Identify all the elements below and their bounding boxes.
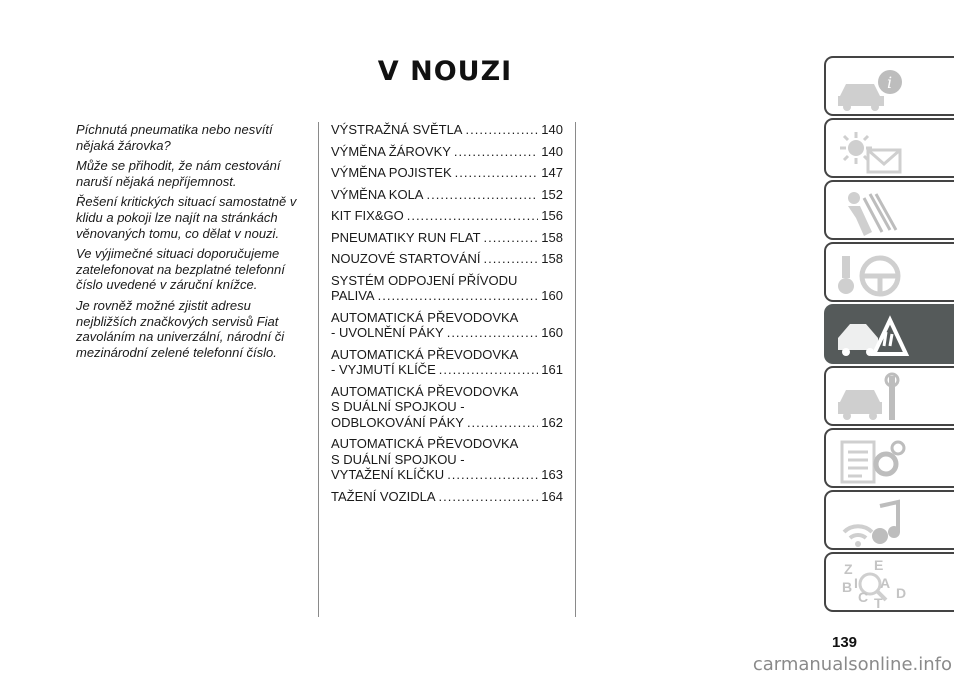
toc-entry-line: S DUÁLNÍ SPOJKOU - [331,399,465,414]
dot-leader [455,165,539,181]
chapter-tab-5[interactable] [824,304,954,364]
toc-entry[interactable] [331,310,563,341]
column-divider [318,122,319,617]
toc-entry-last-line [331,187,563,203]
toc-entry-label: PALIVA [331,288,375,303]
toc-page-number: 160 [541,288,563,303]
toc-entry[interactable] [331,165,563,181]
toc-entry-line: AUTOMATICKÁ PŘEVODOVKA [331,383,519,399]
chapter-tab-8[interactable] [824,490,954,550]
toc-entry-label: - VYJMUTÍ KLÍČE [331,362,436,377]
column-divider [575,122,576,617]
toc-entry-last-line [331,144,563,160]
toc-entry-label: VÝMĚNA KOLA [331,186,424,202]
toc-page-number: 158 [541,229,563,245]
toc-entry[interactable] [331,251,563,267]
toc-entry-last-line [331,122,563,138]
toc-page-number: 162 [541,414,563,430]
toc-entry-line: AUTOMATICKÁ PŘEVODOVKA [331,436,519,451]
toc-entry-label: ODBLOKOVÁNÍ PÁKY [331,414,464,430]
toc-entry-last-line [331,230,563,246]
toc-page-number: 140 [541,143,563,159]
toc-entry[interactable] [331,436,563,483]
toc-entry-last-line [331,165,563,181]
toc-entry-last-line [331,362,563,378]
svg-text:i: i [887,73,893,92]
toc-entry[interactable] [331,384,563,431]
toc-entry[interactable] [331,144,563,160]
page-title: V NOUZI [377,56,513,87]
dot-leader [378,288,539,304]
toc-page-number: 163 [541,467,563,482]
toc-entry-last-line [331,489,563,505]
dot-leader [439,362,539,378]
toc-page-number: 160 [541,325,563,340]
dot-leader [467,415,538,431]
toc-entry-label: PNEUMATIKY RUN FLAT [331,229,481,245]
chapter-tab-1[interactable] [824,56,954,116]
dot-leader [465,122,538,138]
toc-entry-label: - UVOLNĚNÍ PÁKY [331,325,444,340]
intro-paragraph: Ve výjimečné situaci doporučujeme zatelefonovat na bezplatné telefonní číslo uvedené v záruční knížce. [76,246,285,293]
chapter-tab-6[interactable] [824,366,954,426]
toc-entry-label: VÝSTRAŽNÁ SVĚTLA [331,122,463,137]
intro-paragraph: Řešení kritických situací samostatně v klidu a pokoji lze najít na stránkách věnovaných tomu, co dělat v nouzi. [76,194,297,241]
intro-paragraph: Je rovněž možné zjistit adresu nejbližších značkových servisů Fiat zavoláním na univerzální, národní či mezinárodní zelené telefonní číslo. [76,297,285,360]
dot-leader [484,230,539,246]
intro-paragraph: Píchnutá pneumatika nebo nesvítí nějaká žárovka? [76,122,273,153]
index-letter: E [874,558,884,573]
table-of-contents [331,122,563,510]
toc-page-number: 156 [541,208,563,223]
toc-page-number: 152 [541,186,563,202]
intro-paragraph: Může se přihodit, že nám cestování naruší nějaká nepříjemnost. [76,158,281,189]
chapter-tab-3[interactable] [824,180,954,240]
toc-entry[interactable] [331,347,563,378]
index-letter: I [854,575,858,591]
toc-entry-label: VÝMĚNA POJISTEK [331,165,452,180]
dot-leader [407,208,539,224]
chapter-tab-4[interactable] [824,242,954,302]
chapter-tab-9[interactable] [824,552,954,612]
dot-leader [447,325,539,341]
dot-leader [439,489,539,505]
toc-entry[interactable] [331,187,563,203]
page-number: 139 [832,634,858,651]
dot-leader [447,467,538,483]
index-letter: D [896,585,907,601]
chapter-tab-7[interactable] [824,428,954,488]
toc-entry-label: VÝMĚNA ŽÁROVKY [331,143,451,159]
toc-entry-label: VYTAŽENÍ KLÍČKU [331,467,445,482]
toc-entry-line: AUTOMATICKÁ PŘEVODOVKA [331,309,519,325]
toc-entry-last-line [331,251,563,267]
index-letter: T [874,595,883,610]
index-letter: Z [844,561,853,577]
chapter-tab-2[interactable] [824,118,954,178]
toc-page-number: 161 [541,362,563,377]
toc-entry-last-line [331,325,563,341]
dot-leader [426,187,538,203]
toc-entry-line: AUTOMATICKÁ PŘEVODOVKA [331,346,519,362]
toc-entry-label: TAŽENÍ VOZIDLA [331,488,436,504]
index-letter: C [858,589,869,605]
toc-entry[interactable] [331,230,563,246]
toc-entry-last-line [331,288,563,304]
dot-leader [454,144,538,160]
toc-entry-last-line [331,467,563,483]
toc-entry-label: NOUZOVÉ STARTOVÁNÍ [331,251,481,266]
toc-page-number: 140 [541,122,563,137]
toc-entry-last-line [331,208,563,224]
toc-entry[interactable] [331,489,563,505]
toc-entry-last-line [331,415,563,431]
toc-entry-line: SYSTÉM ODPOJENÍ PŘÍVODU [331,272,518,288]
toc-page-number: 164 [541,488,563,504]
intro-text [76,122,308,365]
toc-page-number: 147 [541,165,563,180]
index-letter: B [842,579,853,595]
dot-leader [484,251,539,267]
index-letter: A [880,575,891,591]
toc-entry[interactable] [331,122,563,138]
toc-entry[interactable] [331,273,563,304]
watermark: carmanualsonline.info [752,654,952,675]
toc-entry-line: S DUÁLNÍ SPOJKOU - [331,451,465,467]
toc-page-number: 158 [541,251,563,266]
toc-entry[interactable] [331,208,563,224]
toc-entry-label: KIT FIX&GO [331,208,404,223]
